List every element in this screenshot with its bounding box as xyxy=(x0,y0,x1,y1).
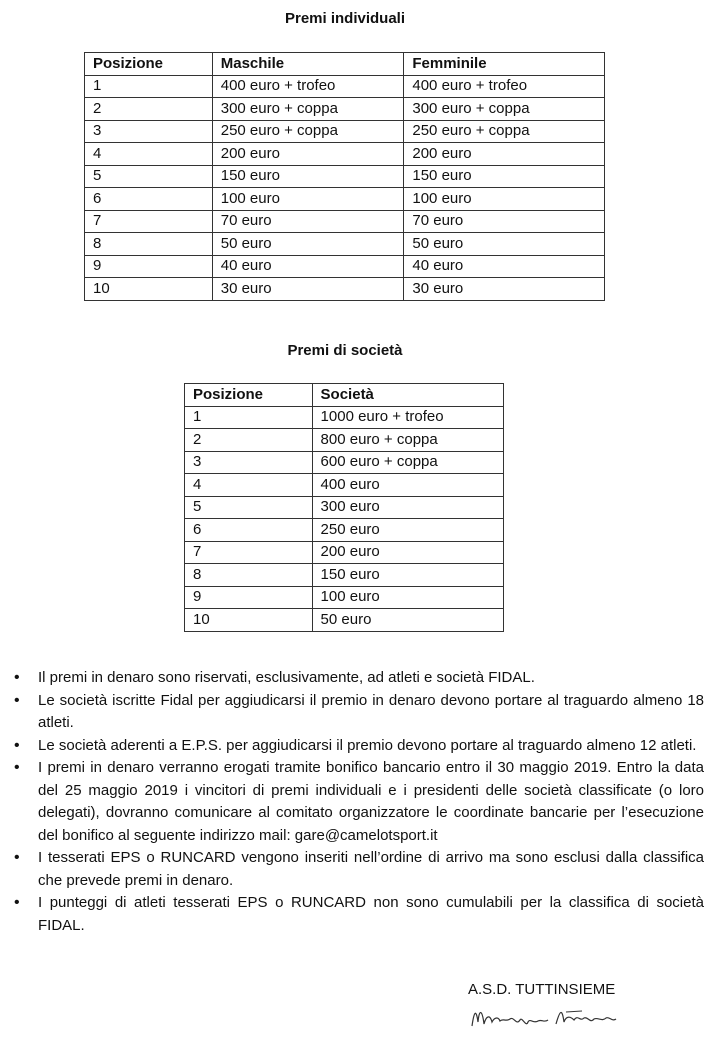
cell-femminile: 70 euro xyxy=(404,210,605,233)
cell-posizione: 5 xyxy=(85,165,213,188)
table-row xyxy=(85,143,605,166)
list-item xyxy=(14,667,704,690)
cell-posizione: 7 xyxy=(185,541,313,564)
table-header-row xyxy=(185,384,504,407)
cell-posizione: 10 xyxy=(185,609,313,632)
signature-scribble xyxy=(470,1002,620,1036)
table-row xyxy=(185,451,504,474)
note-text: Il premi in denaro sono riservati, esclusivamente, ad atleti e società FIDAL. xyxy=(38,669,535,686)
cell-posizione: 5 xyxy=(185,496,313,519)
table-header-row xyxy=(85,53,605,76)
handwritten-signature xyxy=(470,1002,620,1040)
cell-societa: 250 euro xyxy=(312,519,503,542)
cell-femminile: 200 euro xyxy=(404,143,605,166)
note-text: I punteggi di atleti tesserati EPS o RUNCARD non sono cumulabili per la classifica di società FIDAL. xyxy=(38,894,704,934)
cell-posizione: 10 xyxy=(85,278,213,301)
table-row xyxy=(185,474,504,497)
cell-posizione: 9 xyxy=(185,586,313,609)
cell-posizione: 6 xyxy=(85,188,213,211)
note-text: I premi in denaro verranno erogati tramite bonifico bancario entro il 30 maggio 2019. Entro la data del 25 maggio 2019 i vincitori di premi individuali e i presidenti delle società classificate (o loro delegati), dovranno comunicare al comitato organizzatore le coordinate bancarie per l’esecuzione del bonifico al seguente indirizzo mail: gare@camelotsport.it xyxy=(38,759,704,844)
cell-posizione: 2 xyxy=(85,98,213,121)
bullet-icon: • xyxy=(14,849,20,866)
header-posizione: Posizione xyxy=(85,53,213,76)
cell-posizione: 6 xyxy=(185,519,313,542)
cell-posizione: 3 xyxy=(185,451,313,474)
list-item xyxy=(14,847,704,892)
table-row xyxy=(185,609,504,632)
cell-maschile: 40 euro xyxy=(212,255,404,278)
table-row xyxy=(85,188,605,211)
bullet-icon: • xyxy=(14,669,20,686)
cell-maschile: 150 euro xyxy=(212,165,404,188)
cell-posizione: 4 xyxy=(185,474,313,497)
table-row xyxy=(185,564,504,587)
cell-societa: 100 euro xyxy=(312,586,503,609)
list-item xyxy=(14,892,704,937)
table-row xyxy=(185,496,504,519)
cell-posizione: 8 xyxy=(85,233,213,256)
cell-societa: 300 euro xyxy=(312,496,503,519)
table-row xyxy=(85,120,605,143)
cell-societa: 1000 euro + trofeo xyxy=(312,406,503,429)
society-prizes-title: Premi di società xyxy=(287,342,403,359)
note-text: Le società iscritte Fidal per aggiudicarsi il premio in denaro devono portare al traguardo almeno 18 atleti. xyxy=(38,691,704,731)
bullet-icon: • xyxy=(14,736,20,754)
cell-femminile: 40 euro xyxy=(404,255,605,278)
table-row xyxy=(85,75,605,98)
table-row xyxy=(185,519,504,542)
cell-societa: 800 euro + coppa xyxy=(312,429,503,452)
list-item xyxy=(14,735,704,758)
cell-femminile: 50 euro xyxy=(404,233,605,256)
header-femminile: Femminile xyxy=(404,53,605,76)
header-societa: Società xyxy=(312,384,503,407)
cell-societa: 50 euro xyxy=(312,609,503,632)
cell-societa: 400 euro xyxy=(312,474,503,497)
cell-maschile: 100 euro xyxy=(212,188,404,211)
note-text: Le società aderenti a E.P.S. per aggiudicarsi il premio devono portare al traguardo almeno 12 atleti. xyxy=(38,736,697,754)
cell-femminile: 250 euro + coppa xyxy=(404,120,605,143)
header-maschile: Maschile xyxy=(212,53,404,76)
cell-posizione: 1 xyxy=(85,75,213,98)
cell-femminile: 150 euro xyxy=(404,165,605,188)
cell-societa: 150 euro xyxy=(312,564,503,587)
table-row xyxy=(185,429,504,452)
individual-prizes-title: Premi individuali xyxy=(284,10,406,27)
table-row xyxy=(185,541,504,564)
cell-maschile: 300 euro + coppa xyxy=(212,98,404,121)
header-posizione: Posizione xyxy=(185,384,313,407)
cell-femminile: 300 euro + coppa xyxy=(404,98,605,121)
cell-societa: 600 euro + coppa xyxy=(312,451,503,474)
table-row xyxy=(85,255,605,278)
bullet-icon: • xyxy=(14,759,20,776)
cell-femminile: 100 euro xyxy=(404,188,605,211)
cell-posizione: 1 xyxy=(185,406,313,429)
cell-maschile: 200 euro xyxy=(212,143,404,166)
cell-posizione: 7 xyxy=(85,210,213,233)
individual-prizes-table xyxy=(84,52,605,301)
list-item xyxy=(14,757,704,847)
cell-maschile: 50 euro xyxy=(212,233,404,256)
table-row xyxy=(85,233,605,256)
table-row xyxy=(85,98,605,121)
table-row xyxy=(85,165,605,188)
cell-maschile: 250 euro + coppa xyxy=(212,120,404,143)
cell-posizione: 4 xyxy=(85,143,213,166)
cell-societa: 200 euro xyxy=(312,541,503,564)
cell-posizione: 2 xyxy=(185,429,313,452)
bullet-icon: • xyxy=(14,691,20,709)
cell-maschile: 30 euro xyxy=(212,278,404,301)
society-prizes-table xyxy=(184,383,504,632)
table-row xyxy=(185,586,504,609)
cell-posizione: 9 xyxy=(85,255,213,278)
list-item xyxy=(14,690,704,735)
table-row xyxy=(185,406,504,429)
table-row xyxy=(85,278,605,301)
cell-maschile: 70 euro xyxy=(212,210,404,233)
cell-femminile: 400 euro + trofeo xyxy=(404,75,605,98)
cell-femminile: 30 euro xyxy=(404,278,605,301)
cell-maschile: 400 euro + trofeo xyxy=(212,75,404,98)
rules-list xyxy=(14,667,704,937)
cell-posizione: 8 xyxy=(185,564,313,587)
cell-posizione: 3 xyxy=(85,120,213,143)
note-text: I tesserati EPS o RUNCARD vengono inseriti nell’ordine di arrivo ma sono esclusi dalla classifica che prevede premi in denaro. xyxy=(38,849,704,889)
bullet-icon: • xyxy=(14,894,20,911)
table-row xyxy=(85,210,605,233)
organization-name: A.S.D. TUTTINSIEME xyxy=(468,981,616,998)
